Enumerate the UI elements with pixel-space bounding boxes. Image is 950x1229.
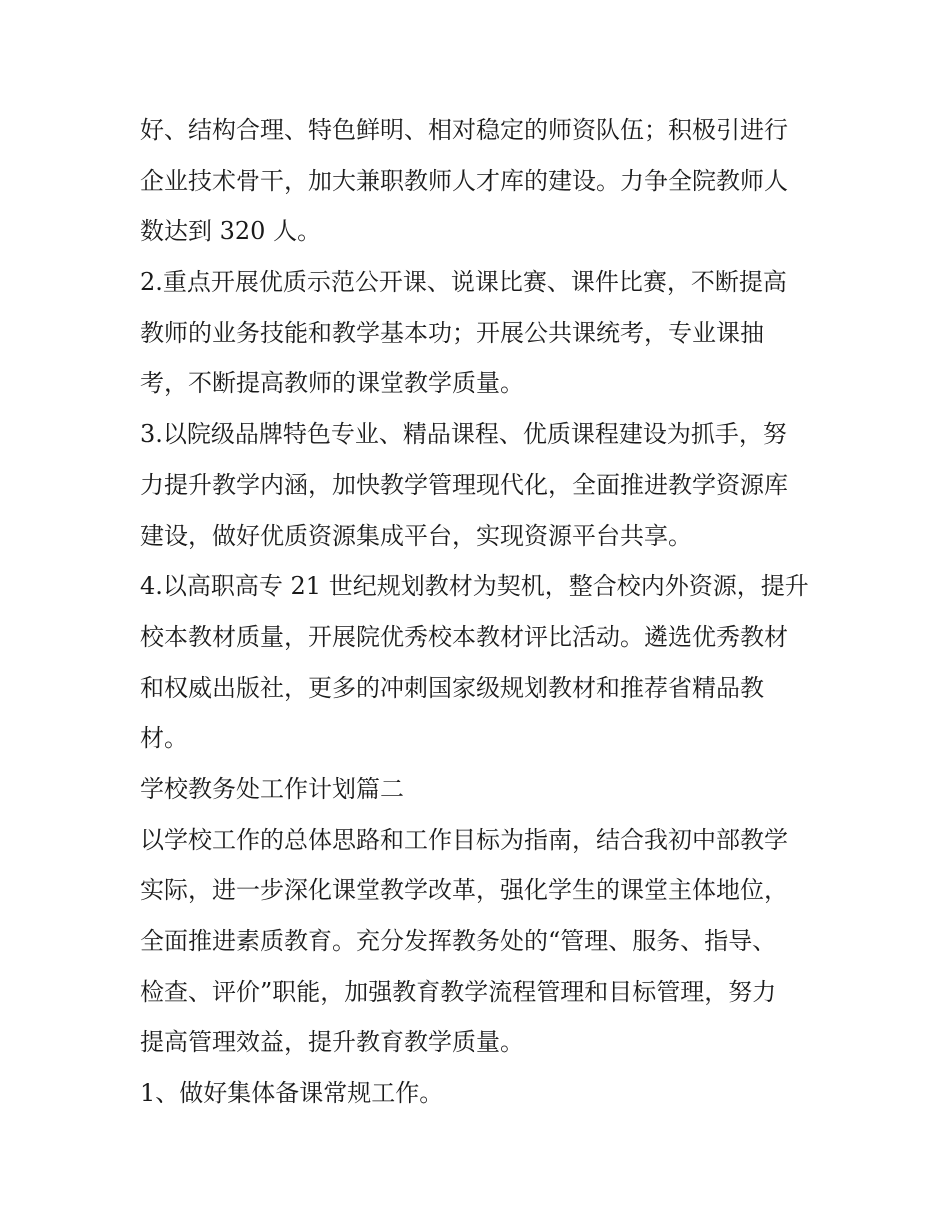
document-body xyxy=(140,105,820,1119)
text-line: 和权威出版社，更多的冲刺国家级规划教材和推荐省精品教 xyxy=(140,673,764,702)
text-line: 材。 xyxy=(140,724,188,753)
text-line: 企业技术骨干，加大兼职教师人才库的建设。力争全院教师人 xyxy=(140,166,788,195)
text-line: 数达到 320 人。 xyxy=(140,217,322,246)
text-line: 校本教材质量，开展院优秀校本教材评比活动。遴选优秀教材 xyxy=(140,622,788,651)
text-line: 全面推进素质教育。充分发挥教务处的“管理、服务、指导、 xyxy=(140,927,777,955)
text-line: 建设，做好优质资源集成平台，实现资源平台共享。 xyxy=(140,521,692,550)
text-line: 好、结构合理、特色鲜明、相对稳定的师资队伍；积极引进行 xyxy=(140,116,788,144)
section-heading: 学校教务处工作计划篇二 xyxy=(140,774,404,803)
text-line: 以学校工作的总体思路和工作目标为指南，结合我初中部教学 xyxy=(140,825,788,854)
text-line: 教师的业务技能和教学基本功；开展公共课统考，专业课抽 xyxy=(140,318,764,347)
text-line: 2.重点开展优质示范公开课、说课比赛、课件比赛，不断提高 xyxy=(140,268,787,297)
text-line: 提高管理效益，提升教育教学质量。 xyxy=(140,1028,524,1057)
text-line: 力提升教学内涵，加快教学管理现代化，全面推进教学资源库 xyxy=(140,470,788,499)
text-line: 检查、评价”职能，加强教育教学流程管理和目标管理，努力 xyxy=(140,977,777,1006)
text-line: 3.以院级品牌特色专业、精品课程、优质课程建设为抓手，努 xyxy=(140,420,787,449)
text-line: 4.以高职高专 21 世纪规划教材为契机，整合校内外资源，提升 xyxy=(140,572,809,601)
text-line: 考，不断提高教师的课堂教学质量。 xyxy=(140,369,524,398)
text-line: 1、做好集体备课常规工作。 xyxy=(140,1079,444,1108)
text-line: 实际，进一步深化课堂教学改革，强化学生的课堂主体地位， xyxy=(140,876,788,905)
